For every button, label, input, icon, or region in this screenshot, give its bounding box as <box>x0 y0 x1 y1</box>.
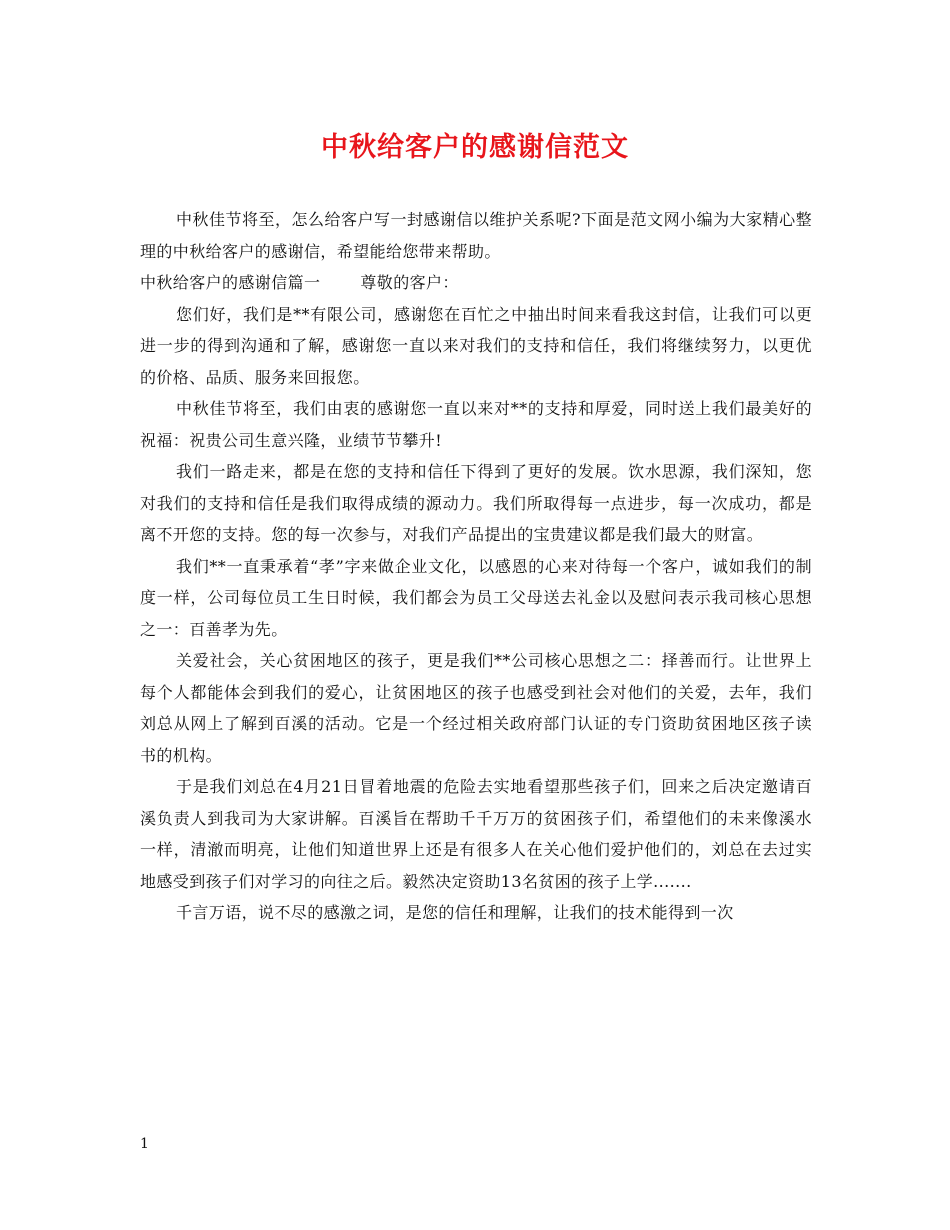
document-body <box>140 204 812 929</box>
section-heading: 中秋给客户的感谢信篇一 <box>140 273 321 292</box>
body-paragraph-3: 我们一路走来，都是在您的支持和信任下得到了更好的发展。饮水思源，我们深知，您对我们的支持和信任是我们取得成绩的源动力。我们所取得每一点进步，每一次成功，都是离不开您的支持。您的每一次参与，对我们产品提出的宝贵建议都是我们最大的财富。 <box>140 462 812 544</box>
body-paragraph-6: 于是我们刘总在4月21日冒着地震的危险去实地看望那些孩子们，回来之后决定邀请百溪负责人到我司为大家讲解。百溪旨在帮助千千万万的贫困孩子们，希望他们的未来像溪水一样，清澈而明亮，让他们知道世界上还是有很多人在关心他们爱护他们的，刘总在去过实地感受到孩子们对学习的向往之后。毅然决定资助13名贫困的孩子上学....... <box>140 777 812 891</box>
page-number: 1 <box>140 1136 149 1152</box>
intro-paragraph: 中秋佳节将至，怎么给客户写一封感谢信以维护关系呢?下面是范文网小编为大家精心整理的中秋给客户的感谢信，希望能给您带来帮助。 <box>140 210 812 261</box>
body-paragraph-1: 您们好，我们是**有限公司，感谢您在百忙之中抽出时间来看我这封信，让我们可以更进一步的得到沟通和了解，感谢您一直以来对我们的支持和信任，我们将继续努力，以更优的价格、品质、服务来回报您。 <box>140 304 812 387</box>
document-title: 中秋给客户的感谢信范文 <box>321 132 629 163</box>
body-paragraph-5: 关爱社会，关心贫困地区的孩子，更是我们**公司核心思想之二：择善而行。让世界上每个人都能体会到我们的爱心，让贫困地区的孩子也感受到社会对他们的关爱，去年，我们刘总从网上了解到百溪的活动。它是一个经过相关政府部门认证的专门资助贫困地区孩子读书的机构。 <box>140 651 812 765</box>
body-paragraph-7: 千言万语，说不尽的感激之词，是您的信任和理解，让我们的技术能得到一次 <box>176 903 734 922</box>
body-paragraph-4: 我们**一直秉承着“孝”字来做企业文化，以感恩的心来对待每一个客户，诚如我们的制度一样，公司每位员工生日时候，我们都会为员工父母送去礼金以及慰问表示我司核心思想之一：百善孝为先。 <box>140 556 812 639</box>
body-paragraph-2: 中秋佳节将至，我们由衷的感谢您一直以来对**的支持和厚爱，同时送上我们最美好的祝福：祝贵公司生意兴隆，业绩节节攀升! <box>140 399 812 450</box>
heading-line <box>140 267 812 299</box>
salutation: 尊敬的客户： <box>360 273 459 292</box>
